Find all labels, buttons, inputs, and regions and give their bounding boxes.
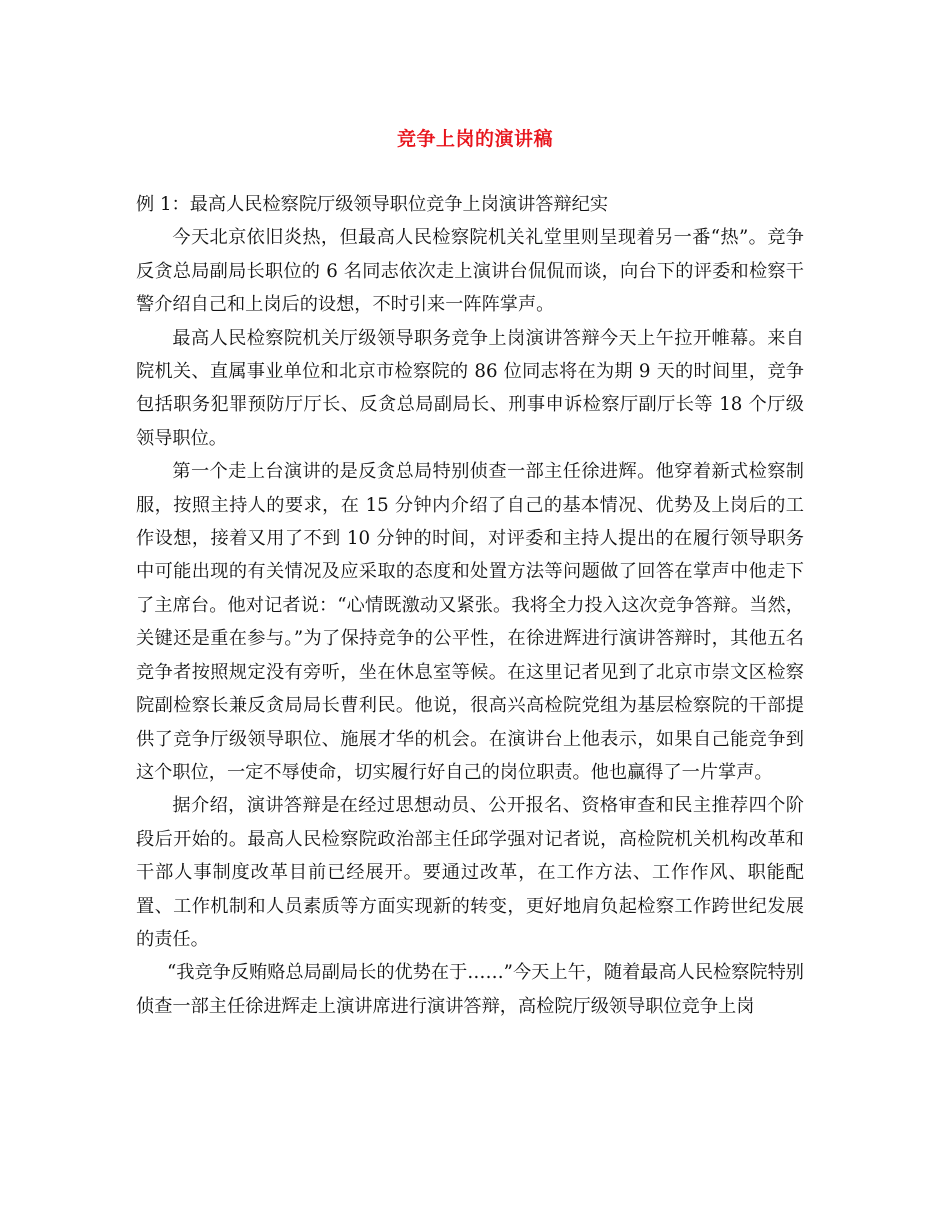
paragraph-1: 今天北京依旧炎热，但最高人民检察院机关礼堂里则呈现着另一番“热”。竞争反贪总局副局长职位的 6 名同志依次走上演讲台侃侃而谈，向台下的评委和检察干警介绍自己和上岗后的设想，不时引来一阵阵掌声。 (136, 227, 804, 316)
paragraph-4: 据介绍，演讲答辩是在经过思想动员、公开报名、资格审查和民主推荐四个阶段后开始的。最高人民检察院政治部主任邱学强对记者说，高检院机关机构改革和干部人事制度改革目前已经展开。要通过改革，在工作方法、工作作风、职能配置、工作机制和人员素质等方面实现新的转变，更好地肩负起检察工作跨世纪发展的责任。 (136, 795, 804, 950)
paragraph-2: 最高人民检察院机关厅级领导职务竞争上岗演讲答辩今天上午拉开帷幕。来自院机关、直属事业单位和北京市检察院的 86 位同志将在为期 9 天的时间里，竞争包括职务犯罪预防厅厅长、反贪总局副局长、刑事申诉检察厅副厅长等 18 个厅级领导职位。 (136, 327, 804, 449)
document-body (136, 188, 804, 1023)
paragraph-3: 第一个走上台演讲的是反贪总局特别侦查一部主任徐进辉。他穿着新式检察制服，按照主持人的要求，在 15 分钟内介绍了自己的基本情况、优势及上岗后的工作设想，接着又用了不到 10 分钟的时间，对评委和主持人提出的在履行领导职务中可能出现的有关情况及应采取的态度和处置方法等问题做了回答在掌声中他走下了主席台。他对记者说：“心情既激动又紧张。我将全力投入这次竞争答辩。当然，关键还是重在参与。”为了保持竞争的公平性，在徐进辉进行演讲答辩时，其他五名竞争者按照规定没有旁听，坐在休息室等候。在这里记者见到了北京市崇文区检察院副检察长兼反贪局局长曹利民。他说，很高兴高检院党组为基层检察院的干部提供了竞争厅级领导职位、施展才华的机会。在演讲台上他表示，如果自己能竞争到这个职位，一定不辱使命，切实履行好自己的岗位职责。他也赢得了一片掌声。 (136, 461, 804, 783)
document-title: 竞争上岗的演讲稿 (396, 128, 553, 150)
paragraph-5: “我竞争反贿赂总局副局长的优势在于……”今天上午，随着最高人民检察院特别侦查一部主任徐进辉走上演讲席进行演讲答辩，高检院厅级领导职位竞争上岗 (136, 962, 804, 1017)
example-heading: 例 1：最高人民检察院厅级领导职位竞争上岗演讲答辩纪实 (136, 194, 609, 215)
